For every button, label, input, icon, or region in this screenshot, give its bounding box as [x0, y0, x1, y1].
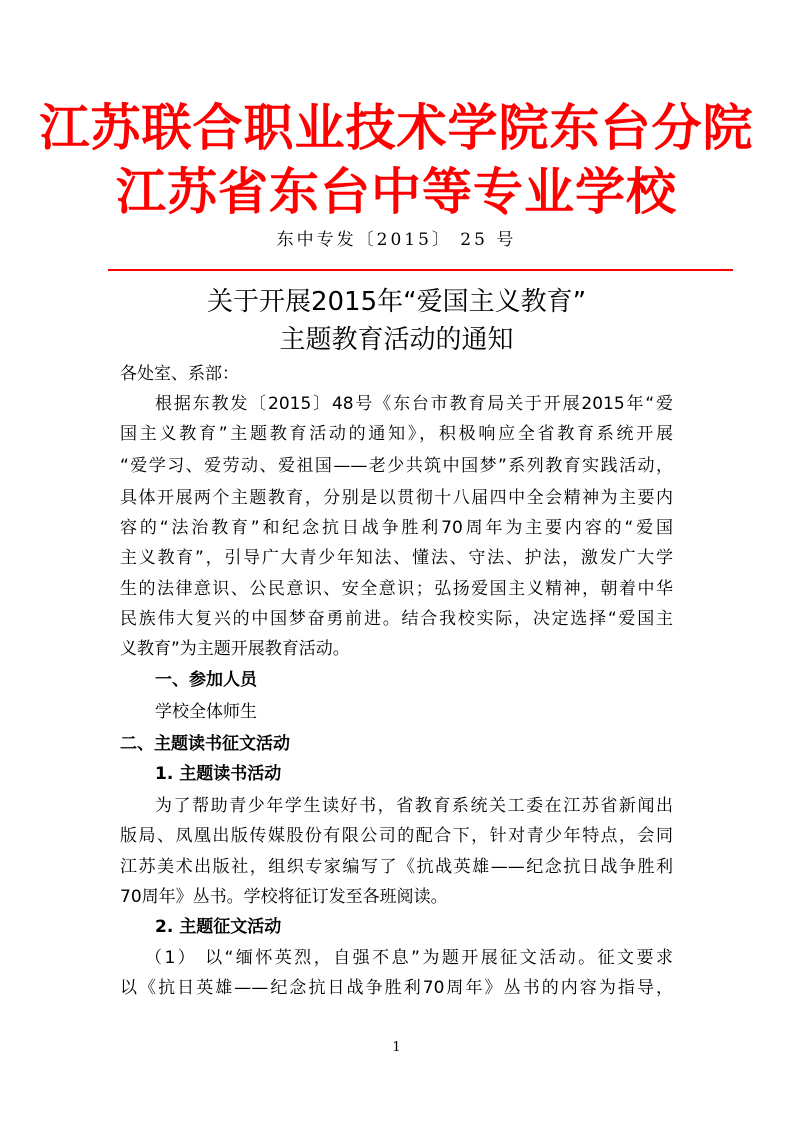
salutation: 各处室、系部： — [120, 364, 239, 384]
subsection1-line: 版局、凤凰出版传媒股份有限公司的配合下，针对青少年特点，会同 — [120, 826, 673, 846]
paragraph1-line: 生的法律意识、公民意识、安全意识；弘扬爱国主义精神，朝着中华 — [120, 579, 673, 599]
institution-name-line2: 江苏省东台中等专业学校 — [116, 162, 677, 221]
section2-heading: 二、主题读书征文活动 — [120, 734, 290, 754]
section1-heading: 一、参加人员 — [155, 670, 257, 690]
subsection2-line: 以《抗日英雄——纪念抗日战争胜利70周年》丛书的内容为指导， — [120, 978, 673, 998]
paragraph1-line: 容的“法治教育”和纪念抗日战争胜利70周年为主要内容的“爱国 — [120, 518, 673, 538]
page-number: 1 — [392, 1040, 401, 1055]
section1-text: 学校全体师生 — [155, 702, 257, 722]
subsection2-line: （1） 以“缅怀英烈，自强不息”为题开展征文活动。征文要求 — [145, 948, 673, 968]
subsection1-heading: 1. 主题读书活动 — [155, 764, 282, 784]
paragraph1-line: 民族伟大复兴的中国梦奋勇前进。结合我校实际，决定选择“爱国主 — [120, 609, 673, 629]
document-number: 东中专发〔2015〕 25 号 — [276, 230, 517, 250]
subsection1-line: 70周年》丛书。学校将征订发至各班阅读。 — [120, 887, 448, 907]
paragraph1-line: 国主义教育”主题教育活动的通知》，积极响应全省教育系统开展 — [120, 424, 673, 444]
notice-title-line1: 关于开展2015年“爱国主义教育” — [206, 287, 587, 317]
paragraph1-line: 根据东教发〔2015〕48号《东台市教育局关于开展2015年“爱 — [155, 394, 673, 414]
paragraph1-line: “爱学习、爱劳动、爱祖国——老少共筑中国梦”系列教育实践活动， — [120, 456, 673, 476]
notice-title-line2: 主题教育活动的通知 — [279, 325, 514, 355]
subsection2-heading: 2. 主题征文活动 — [155, 917, 282, 937]
institution-name-line1: 江苏联合职业技术学院东台分院 — [39, 98, 754, 157]
subsection1-line: 江苏美术出版社，组织专家编写了《抗战英雄——纪念抗日战争胜利 — [120, 857, 673, 877]
paragraph1-line: 义教育”为主题开展教育活动。 — [120, 639, 350, 659]
red-header-rule — [108, 269, 733, 271]
subsection1-line: 为了帮助青少年学生读好书，省教育系统关工委在江苏省新闻出 — [155, 796, 673, 816]
paragraph1-line: 主义教育”，引导广大青少年知法、懂法、守法、护法，激发广大学 — [120, 548, 673, 568]
paragraph1-line: 具体开展两个主题教育，分别是以贯彻十八届四中全会精神为主要内 — [120, 488, 673, 508]
